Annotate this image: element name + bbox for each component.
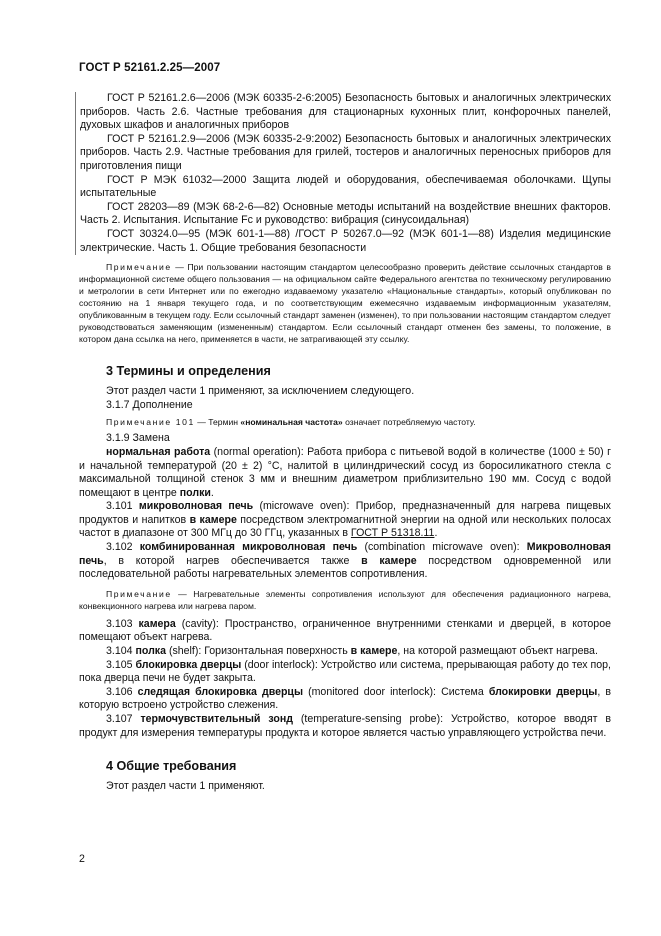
- section-4-heading: 4 Общие требования: [106, 759, 237, 774]
- definition-3-104: 3.104 полка (shelf): Горизонтальная поверхность в камере, на которой размещают объект нагрева.: [106, 645, 598, 658]
- note-label: Примечание: [106, 588, 172, 599]
- reference-item: ГОСТ Р 52161.2.6—2006 (МЭК 60335-2-6:2005) Безопасность бытовых и аналогичных электрических приборов. Часть 2.6. Частные требования для стационарных кухонных плит, конфорочных панелей, духовых шкафов и аналогичных приборов: [80, 92, 611, 132]
- reference-item: ГОСТ Р 52161.2.9—2006 (МЭК 60335-2-9:2002) Безопасность бытовых и аналогичных электрических приборов. Часть 2.9. Частные требования для грилей, тостеров и аналогичных переносных приборов для приготовления пищи: [80, 132, 611, 172]
- definition-3-101: 3.101 микроволновая печь (microwave oven): Прибор, предназначенный для нагрева пищевых продуктов и напитков в камере посредством электромагнитной энергии на одной или нескольких полосах частот в диапазоне от 300 МГц до 30 ГГц, указанных в ГОСТ Р 51318.11.: [79, 500, 611, 540]
- definition-normal-operation: нормальная работа (normal operation): Работа прибора с питьевой водой в количестве (1000 ± 50) г и начальной температурой (20 ± 2) °С, налитой в цилиндрический сосуд из боросиликатного стекла с максимальной толщиной стенок 3 мм и внешним диаметром приблизительно 190 мм. Сосуд с водой помещают в центре полки.: [79, 445, 611, 499]
- page-number: 2: [79, 853, 85, 865]
- note-references: [79, 261, 611, 345]
- standard-link[interactable]: ГОСТ Р 51318.11: [350, 527, 435, 540]
- note-label: Примечание: [106, 262, 172, 273]
- definition-3-102: 3.102 комбинированная микроволновая печь (combination microwave oven): Микроволновая печь, в которой нагрев обеспечивается также в камере посредством одновременной или последовательной работы нагревательных элементов сопротивления.: [79, 541, 611, 581]
- clause-3-1-9: 3.1.9 Замена: [106, 432, 170, 445]
- definition-3-107: 3.107 термочувствительный зонд (temperature-sensing probe): Устройство, которое вводят в продукт для измерения температуры продукта и которое является частью управляющего устройства печи.: [79, 713, 611, 739]
- page-content: [79, 92, 611, 794]
- definition-3-105: 3.105 блокировка дверцы (door interlock): Устройство или система, прерывающая работу до тех пор, пока дверца печи не будет закрыта.: [79, 658, 611, 685]
- reference-item: ГОСТ Р МЭК 61032—2000 Защита людей и оборудования, обеспечиваемая оболочками. Щупы испытательные: [80, 173, 611, 200]
- definition-3-106: 3.106 следящая блокировка дверцы (monitored door interlock): Система блокировки дверцы, в которую встроено устройство слежения.: [79, 685, 611, 712]
- note-heating-elements: Примечание — Нагревательные элементы сопротивления используют для обеспечения радиационного нагрева, конвекционного нагрева или нагрева паром.: [79, 588, 611, 611]
- definition-3-103: 3.103 камера (cavity): Пространство, ограниченное внутренними стенками и дверцей, в которое помещают объект нагрева.: [79, 617, 611, 644]
- reference-item: ГОСТ 28203—89 (МЭК 68-2-6—82) Основные методы испытаний на воздействие внешних факторов. Часть 2. Испытания. Испытание Fc и руководство: вибрация (синусоидальная): [80, 200, 611, 227]
- reference-item: ГОСТ 30324.0—95 (МЭК 601-1—88) /ГОСТ Р 50267.0—92 (МЭК 601-1—88) Изделия медицинские электрические. Часть 1. Общие требования безопасности: [80, 227, 611, 254]
- term-monitored-door-interlock: следящая блокировка дверцы: [137, 685, 303, 698]
- note-text: — При пользовании настоящим стандартом целесообразно проверить действие ссылочных стандартов в информационной системе общего пользования — на официальном сайте Федерального агентства по техническому регулированию и метрологии в сети Интернет или по ежегодно издаваемому указателю «Национальные стандарты», который опубликован по состоянию на 1 января текущего года, и по соответствующим ежемесячно издаваемым информационным указателям, опубликованным в текущем году. Если ссылочный стандарт заменен (изменен), то при пользовании настоящим стандартом следует руководствоваться заменяющим (измененным) стандартом. Если ссылочный стандарт отменен без замены, то положение, в котором дана ссылка на него, применяется в части, не затрагивающей эту ссылку.: [79, 262, 611, 345]
- term-cavity: камера: [138, 617, 176, 630]
- clause-3-1-7: 3.1.7 Дополнение: [106, 398, 193, 411]
- note-101: Примечание 101 — Термин «номинальная частота» означает потребляемую частоту.: [106, 417, 476, 428]
- term-door-interlock: блокировка дверцы: [135, 658, 242, 671]
- term-temperature-sensing-probe: термочувствительный зонд: [140, 713, 293, 725]
- section-3-heading: 3 Термины и определения: [106, 364, 271, 379]
- section-3-intro: Этот раздел части 1 применяют, за исключением следующего.: [106, 385, 415, 398]
- term-shelf: полка: [135, 645, 166, 658]
- term-normal-operation: нормальная работа: [106, 445, 211, 458]
- note-label: Примечание 101: [106, 417, 195, 428]
- section-4-text: Этот раздел части 1 применяют.: [106, 780, 265, 793]
- term-microwave-oven: микроволновая печь: [138, 500, 254, 513]
- document-header: ГОСТ Р 52161.2.25—2007: [79, 62, 221, 74]
- term-rated-frequency: «номинальная частота»: [240, 417, 343, 428]
- normative-references-list: [75, 92, 611, 255]
- term-combination-microwave-oven: комбинированная микроволновая печь: [139, 541, 358, 554]
